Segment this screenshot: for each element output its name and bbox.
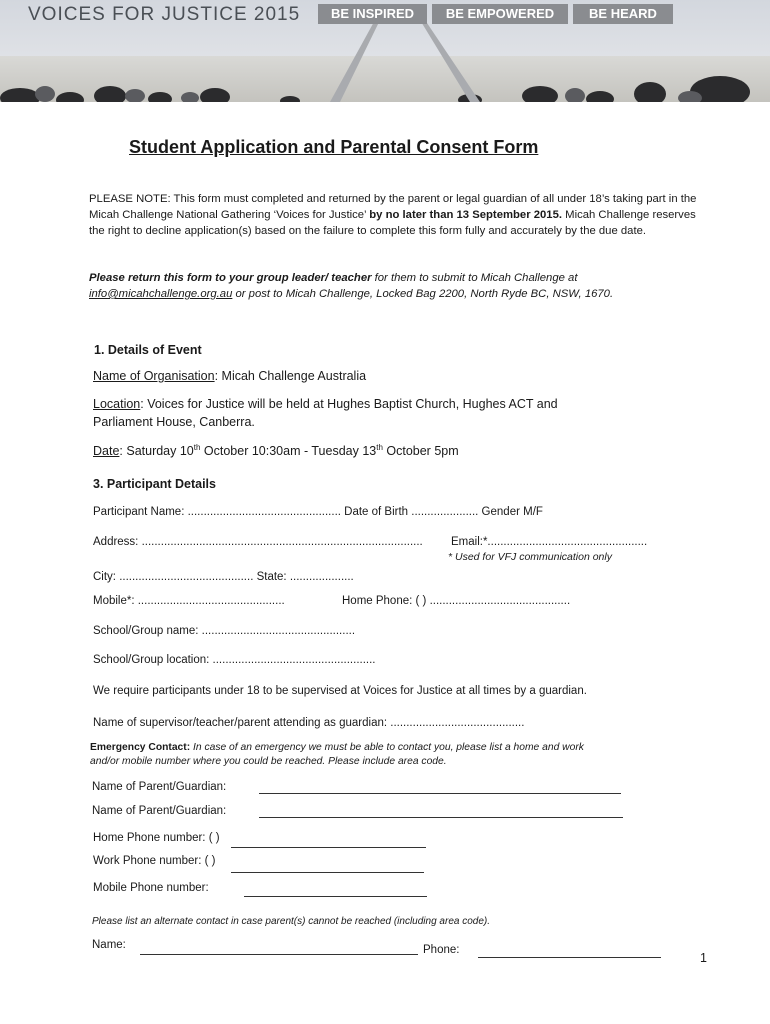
alternate-phone-input-line[interactable]	[478, 957, 661, 958]
page-number: 1	[700, 951, 707, 965]
location-label: Location	[93, 397, 141, 411]
section-1-heading: 1. Details of Event	[94, 343, 202, 357]
home-phone-number-input-line[interactable]	[231, 847, 426, 848]
please-note-paragraph	[89, 191, 699, 239]
note-deadline: by no later than 13 September 2015.	[369, 209, 563, 221]
school-location-field[interactable]: School/Group location: ...................................................	[93, 654, 376, 666]
tab-be-empowered[interactable]: BE EMPOWERED	[432, 4, 568, 24]
tab-be-heard[interactable]: BE HEARD	[573, 4, 673, 24]
alternate-name-input-line[interactable]	[140, 954, 418, 955]
city-state-field[interactable]: City: .......................................... State: ....................	[93, 571, 354, 583]
email-field[interactable]: Email:*..................................................	[451, 536, 648, 548]
organisation-value: : Micah Challenge Australia	[214, 369, 367, 383]
banner-title: VOICES FOR JUSTICE 2015	[28, 4, 301, 25]
mobile-phone-number-label: Mobile Phone number:	[93, 882, 209, 894]
date-sup-2: th	[376, 443, 383, 452]
return-bold: Please return this form to your group leader/ teacher	[89, 272, 372, 284]
location-line-2: Parliament House, Canberra.	[93, 415, 255, 429]
emergency-contact-text: In case of an emergency we must be able to contact you, please list a home and work	[190, 742, 584, 753]
parent-2-label: Name of Parent/Guardian:	[92, 805, 227, 817]
return-text-1: for them to submit to Micah Challenge at	[371, 272, 578, 284]
organisation-line	[93, 369, 366, 383]
section-3-heading: 3. Participant Details	[93, 477, 216, 491]
emergency-contact-label: Emergency Contact:	[90, 742, 191, 753]
alternate-name-label: Name:	[92, 939, 126, 951]
address-field[interactable]: Address: ........................................................................................	[93, 536, 423, 548]
parent-1-label: Name of Parent/Guardian:	[92, 781, 227, 793]
header-banner	[0, 0, 770, 102]
emergency-contact-line	[90, 742, 584, 753]
parent-1-input-line[interactable]	[259, 793, 621, 794]
date-text-3: October 5pm	[382, 444, 459, 459]
note-text-1: PLEASE NOTE: This form must completed and returned by the parent or legal guardian of all under 18’s taking part in the Micah Challenge National Gathering ‘Voices for Justice’	[89, 193, 697, 221]
location-value: : Voices for Justice will be held at Hughes Baptist Church, Hughes ACT and	[140, 397, 558, 411]
alternate-phone-label: Phone:	[423, 944, 460, 956]
return-text-2: or post to Micah Challenge, Locked Bag 2200, North Ryde BC, NSW, 1670.	[232, 288, 614, 300]
return-instructions	[89, 270, 699, 302]
home-phone-number-label: Home Phone number: ( )	[93, 832, 220, 844]
date-sup-1: th	[193, 443, 201, 452]
date-text-2: October 10:30am - Tuesday 13	[200, 444, 377, 459]
note-text-2: Micah Challenge reserves the right to decline application(s) based on the failure to complete this form fully and accurately by the due date.	[89, 209, 696, 237]
tab-be-inspired[interactable]: BE INSPIRED	[318, 4, 427, 24]
organisation-label: Name of Organisation	[93, 369, 215, 383]
alternate-contact-note: Please list an alternate contact in case parent(s) cannot be reached (including area code).	[92, 916, 491, 927]
email-note: * Used for VFJ communication only	[448, 551, 612, 563]
mobile-phone-number-input-line[interactable]	[244, 896, 427, 897]
date-label: Date	[93, 444, 120, 459]
date-text-1: : Saturday 10	[119, 444, 194, 459]
email-link[interactable]: info@micahchallenge.org.au	[89, 288, 233, 300]
school-name-field[interactable]: School/Group name: ................................................	[93, 625, 356, 637]
emergency-contact-text-2: and/or mobile number where you could be reached. Please include area code.	[90, 756, 447, 767]
date-line	[93, 443, 459, 458]
mobile-field[interactable]: Mobile*: ..............................................	[93, 595, 285, 607]
parent-2-input-line[interactable]	[259, 817, 623, 818]
supervision-statement: We require participants under 18 to be supervised at Voices for Justice at all times by a guardian.	[93, 685, 587, 697]
location-line	[93, 397, 558, 411]
home-phone-field[interactable]: Home Phone: ( ) ............................................	[342, 595, 571, 607]
form-title: Student Application and Parental Consent Form	[129, 137, 539, 157]
supervisor-field[interactable]: Name of supervisor/teacher/parent attending as guardian: ..........................................	[93, 717, 525, 729]
work-phone-number-input-line[interactable]	[231, 872, 424, 873]
participant-name-field[interactable]: Participant Name: ................................................ Date of Birth ..................... Gender M/F	[93, 506, 543, 518]
work-phone-number-label: Work Phone number: ( )	[93, 855, 216, 867]
